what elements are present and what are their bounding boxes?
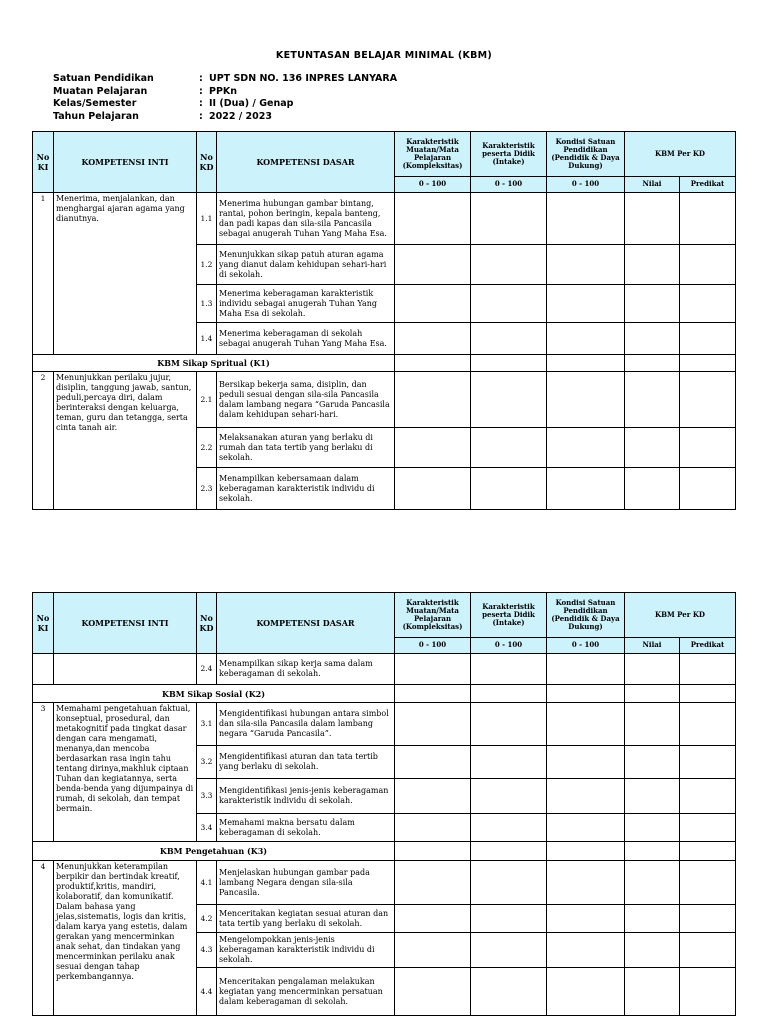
header-intake: Karakteristik peserta Didik (Intake): [471, 132, 547, 177]
meta-label: Muatan Pelajaran: [53, 85, 148, 97]
input-kompleksitas[interactable]: [395, 428, 471, 468]
meta-separator: :: [199, 98, 203, 109]
kd-number: 1.1: [197, 193, 217, 245]
header-predikat: Predikat: [680, 177, 736, 193]
input-daya-dukung[interactable]: [547, 285, 625, 323]
kd-text: Bersikap bekerja sama, disiplin, dan peduli sesuai dengan sila-sila Pancasila dalam lambang negara “Garuda Pancasila dalam kehidupan sehari-hari.: [217, 372, 395, 428]
input-daya-dukung[interactable]: [547, 323, 625, 355]
header-range: 0 - 100: [547, 177, 625, 193]
input-daya-dukung[interactable]: [547, 905, 625, 933]
meta-label: Kelas/Semester: [53, 98, 137, 109]
input-kompleksitas[interactable]: [395, 933, 471, 968]
input-predikat[interactable]: [680, 428, 736, 468]
input-nilai[interactable]: [625, 245, 680, 285]
input-intake[interactable]: [471, 372, 547, 428]
input-daya-dukung[interactable]: [547, 372, 625, 428]
header-range: 0 - 100: [395, 177, 471, 193]
kd-number: 3.2: [197, 746, 217, 779]
input-nilai[interactable]: [625, 654, 680, 685]
ki-number: 1: [33, 193, 54, 355]
kd-text: Menceritakan pengalaman melakukan kegiatan yang mencerminkan persatuan dalam keberagaman di sekolah.: [217, 968, 395, 1016]
kbm-summary-row: [33, 685, 736, 703]
header-nilai: Nilai: [625, 177, 680, 193]
header-range: 0 - 100: [471, 638, 547, 654]
input-daya-dukung[interactable]: [547, 428, 625, 468]
kbm-summary-label: KBM Sikap Spritual (K1): [33, 355, 395, 372]
header-intake: Karakteristik peserta Didik (Intake): [471, 593, 547, 638]
meta-value: 2022 / 2023: [209, 110, 272, 122]
input-predikat[interactable]: [680, 245, 736, 285]
input-predikat[interactable]: [680, 355, 736, 372]
input-intake[interactable]: [471, 905, 547, 933]
meta-label: Satuan Pendidikan: [53, 73, 154, 84]
input-kompleksitas[interactable]: [395, 323, 471, 355]
input-predikat[interactable]: [680, 746, 736, 779]
input-predikat[interactable]: [680, 193, 736, 245]
meta-separator: :: [199, 73, 203, 84]
header-no-kd: No KD: [197, 593, 217, 654]
input-predikat[interactable]: [680, 468, 736, 510]
input-daya-dukung[interactable]: [547, 654, 625, 685]
meta-value: II (Dua) / Genap: [209, 98, 294, 109]
kd-text: Mengidentifikasi jenis-jenis keberagaman karakteristik individu di sekolah.: [217, 779, 395, 814]
input-daya-dukung[interactable]: [547, 861, 625, 905]
header-no-ki: No KI: [33, 132, 54, 193]
meta-row-kelas: [53, 98, 397, 111]
ki-number: 3: [33, 703, 54, 842]
input-predikat[interactable]: [680, 372, 736, 428]
input-intake[interactable]: [471, 468, 547, 510]
input-predikat[interactable]: [680, 285, 736, 323]
input-intake[interactable]: [471, 285, 547, 323]
input-daya-dukung[interactable]: [547, 685, 625, 703]
input-daya-dukung[interactable]: [547, 814, 625, 842]
input-predikat[interactable]: [680, 933, 736, 968]
input-intake[interactable]: [471, 685, 547, 703]
table-header-row: [33, 593, 736, 638]
input-nilai[interactable]: [625, 703, 680, 746]
input-nilai[interactable]: [625, 842, 680, 861]
kd-number: 2.3: [197, 468, 217, 510]
kd-text: Menampilkan sikap kerja sama dalam keberagaman di sekolah.: [217, 654, 395, 685]
table-row: [33, 861, 736, 905]
kd-number: 1.4: [197, 323, 217, 355]
input-intake[interactable]: [471, 703, 547, 746]
ki-number: 4: [33, 861, 54, 1016]
kd-number: 4.1: [197, 861, 217, 905]
kbm-summary-label: KBM Pengetahuan (K3): [33, 842, 395, 861]
kd-text: Menjelaskan hubungan gambar pada lambang Negara dengan sila-sila Pancasila.: [217, 861, 395, 905]
input-intake[interactable]: [471, 323, 547, 355]
input-kompleksitas[interactable]: [395, 285, 471, 323]
input-intake[interactable]: [471, 779, 547, 814]
kd-text: Menceritakan kegiatan sesuai aturan dan tata tertib yang berlaku di sekolah.: [217, 905, 395, 933]
input-nilai[interactable]: [625, 746, 680, 779]
input-kompleksitas[interactable]: [395, 193, 471, 245]
input-nilai[interactable]: [625, 685, 680, 703]
input-nilai[interactable]: [625, 814, 680, 842]
input-predikat[interactable]: [680, 703, 736, 746]
meta-separator: :: [199, 110, 203, 122]
kd-text: Menerima hubungan gambar bintang, rantai, pohon beringin, kepala banteng, dan padi kapas dan sila-sila Pancasila sebagai anugerah Tuhan Yang Maha Esa.: [217, 193, 395, 245]
input-predikat[interactable]: [680, 905, 736, 933]
input-predikat[interactable]: [680, 814, 736, 842]
meta-value: PPKn: [209, 85, 238, 97]
kd-number: 1.2: [197, 245, 217, 285]
kbm-summary-row: [33, 355, 736, 372]
kd-number: 4.2: [197, 905, 217, 933]
input-daya-dukung[interactable]: [547, 355, 625, 372]
input-kompleksitas[interactable]: [395, 746, 471, 779]
kd-text: Mengidentifikasi hubungan antara simbol dan sila-sila Pancasila dalam lambang negara “Garuda Pancasila”.: [217, 703, 395, 746]
input-kompleksitas[interactable]: [395, 842, 471, 861]
input-intake[interactable]: [471, 245, 547, 285]
meta-separator: :: [199, 85, 203, 97]
input-intake[interactable]: [471, 428, 547, 468]
input-intake[interactable]: [471, 193, 547, 245]
input-predikat[interactable]: [680, 861, 736, 905]
kd-text: Menunjukkan sikap patuh aturan agama yang dianut dalam kehidupan sehari-hari di sekolah.: [217, 245, 395, 285]
header-kompetensi-inti: KOMPETENSI INTI: [54, 593, 197, 654]
input-nilai[interactable]: [625, 285, 680, 323]
ki-text: Menunjukkan perilaku jujur, disiplin, tanggung jawab, santun, peduli,percaya diri, dalam berinteraksi dengan keluarga, teman, guru dan tetangga, serta cinta tanah air.: [54, 372, 197, 510]
document-meta: [53, 73, 397, 123]
input-intake[interactable]: [471, 355, 547, 372]
kd-number: 2.1: [197, 372, 217, 428]
input-nilai[interactable]: [625, 861, 680, 905]
table-row: [33, 372, 736, 428]
header-kompleksitas: Karakteristik Muatan/Mata Pelajaran (Kompleksitas): [395, 593, 471, 638]
header-daya-dukung: Kondisi Satuan Pendidikan (Pendidik & Daya Dukung): [547, 593, 625, 638]
input-nilai[interactable]: [625, 933, 680, 968]
input-daya-dukung[interactable]: [547, 968, 625, 1016]
ki-text: Menunjukkan keterampilan berpikir dan bertindak kreatif, produktif,kritis, mandiri, kolaboratif, dan komunikatif. Dalam bahasa yang jelas,sistematis, logis dan kritis, dalam karya yang estetis, dalam gerakan yang mencerminkan anak sehat, dan tindakan yang mencerminkan perilaku anak sesuai dengan tahap perkembangannya.: [54, 861, 197, 1016]
input-kompleksitas[interactable]: [395, 372, 471, 428]
input-daya-dukung[interactable]: [547, 468, 625, 510]
meta-row-tahun: [53, 111, 397, 124]
input-intake[interactable]: [471, 842, 547, 861]
input-nilai[interactable]: [625, 372, 680, 428]
header-kbm-per-kd: KBM Per KD: [625, 132, 736, 177]
kbm-table-page-1: [32, 131, 736, 510]
kd-number: 1.3: [197, 285, 217, 323]
ki-number-empty: [33, 654, 54, 685]
table-header-row: [33, 132, 736, 177]
kd-text: Menerima keberagaman di sekolah sebagai anugerah Tuhan Yang Maha Esa.: [217, 323, 395, 355]
kd-text: Melaksanakan aturan yang berlaku di rumah dan tata tertib yang berlaku di sekolah.: [217, 428, 395, 468]
input-nilai[interactable]: [625, 355, 680, 372]
input-intake[interactable]: [471, 861, 547, 905]
input-kompleksitas[interactable]: [395, 779, 471, 814]
table-row: [33, 654, 736, 685]
kd-text: Menerima keberagaman karakteristik individu sebagai anugerah Tuhan Yang Maha Esa di sekolah.: [217, 285, 395, 323]
header-range: 0 - 100: [471, 177, 547, 193]
input-daya-dukung[interactable]: [547, 779, 625, 814]
meta-value: UPT SDN NO. 136 INPRES LANYARA: [209, 73, 398, 84]
input-kompleksitas[interactable]: [395, 245, 471, 285]
input-daya-dukung[interactable]: [547, 193, 625, 245]
meta-label: Tahun Pelajaran: [53, 110, 139, 122]
input-kompleksitas[interactable]: [395, 685, 471, 703]
input-intake[interactable]: [471, 933, 547, 968]
kd-number: 3.1: [197, 703, 217, 746]
kd-text: Mengelompokkan jenis-jenis keberagaman karakteristik individu di sekolah.: [217, 933, 395, 968]
input-kompleksitas[interactable]: [395, 905, 471, 933]
header-no-ki: No KI: [33, 593, 54, 654]
kbm-table-page-2: [32, 592, 736, 1016]
kd-number: 4.3: [197, 933, 217, 968]
kd-text: Memahami makna bersatu dalam keberagaman di sekolah.: [217, 814, 395, 842]
input-nilai[interactable]: [625, 905, 680, 933]
meta-row-satuan: [53, 73, 397, 86]
header-kompetensi-dasar: KOMPETENSI DASAR: [217, 593, 395, 654]
input-nilai[interactable]: [625, 428, 680, 468]
ki-number: 2: [33, 372, 54, 510]
header-range: 0 - 100: [547, 638, 625, 654]
header-range: 0 - 100: [395, 638, 471, 654]
input-predikat[interactable]: [680, 968, 736, 1016]
meta-row-muatan: [53, 86, 397, 99]
header-predikat: Predikat: [680, 638, 736, 654]
header-no-kd: No KD: [197, 132, 217, 193]
ki-text-empty: [54, 654, 197, 685]
input-daya-dukung[interactable]: [547, 842, 625, 861]
table-row: [33, 703, 736, 746]
input-kompleksitas[interactable]: [395, 861, 471, 905]
input-intake[interactable]: [471, 746, 547, 779]
header-kompetensi-dasar: KOMPETENSI DASAR: [217, 132, 395, 193]
header-kompetensi-inti: KOMPETENSI INTI: [54, 132, 197, 193]
header-nilai: Nilai: [625, 638, 680, 654]
input-predikat[interactable]: [680, 685, 736, 703]
header-kompleksitas: Karakteristik Muatan/Mata Pelajaran (Kompleksitas): [395, 132, 471, 177]
input-daya-dukung[interactable]: [547, 746, 625, 779]
input-intake[interactable]: [471, 968, 547, 1016]
input-kompleksitas[interactable]: [395, 703, 471, 746]
input-intake[interactable]: [471, 654, 547, 685]
input-kompleksitas[interactable]: [395, 968, 471, 1016]
document-title: KETUNTASAN BELAJAR MINIMAL (KBM): [275, 50, 493, 61]
kd-number: 3.4: [197, 814, 217, 842]
input-nilai[interactable]: [625, 323, 680, 355]
input-predikat[interactable]: [680, 654, 736, 685]
input-nilai[interactable]: [625, 468, 680, 510]
kd-number: 2.4: [197, 654, 217, 685]
input-kompleksitas[interactable]: [395, 814, 471, 842]
input-predikat[interactable]: [680, 323, 736, 355]
input-nilai[interactable]: [625, 779, 680, 814]
table-row: [33, 193, 736, 245]
input-predikat[interactable]: [680, 842, 736, 861]
kd-number: 4.4: [197, 968, 217, 1016]
kd-text: Menampilkan kebersamaan dalam keberagaman karakteristik individu di sekolah.: [217, 468, 395, 510]
header-kbm-per-kd: KBM Per KD: [625, 593, 736, 638]
header-daya-dukung: Kondisi Satuan Pendidikan (Pendidik & Daya Dukung): [547, 132, 625, 177]
input-predikat[interactable]: [680, 779, 736, 814]
ki-text: Menerima, menjalankan, dan menghargai ajaran agama yang dianutnya.: [54, 193, 197, 355]
input-kompleksitas[interactable]: [395, 468, 471, 510]
kbm-summary-row: [33, 842, 736, 861]
input-daya-dukung[interactable]: [547, 933, 625, 968]
input-daya-dukung[interactable]: [547, 703, 625, 746]
input-kompleksitas[interactable]: [395, 355, 471, 372]
input-intake[interactable]: [471, 814, 547, 842]
kd-number: 3.3: [197, 779, 217, 814]
ki-text: Memahami pengetahuan faktual, konseptual, prosedural, dan metakognitif pada tingkat dasar dengan cara mengamati, menanya,dan mencoba berdasarkan rasa ingin tahu tentang dirinya,makhluk ciptaan Tuhan dan kegiatannya, serta benda-benda yang dijumpainya di rumah, di sekolah, dan tempat bermain.: [54, 703, 197, 842]
input-kompleksitas[interactable]: [395, 654, 471, 685]
kd-text: Mengidentifikasi aturan dan tata tertib yang berlaku di sekolah.: [217, 746, 395, 779]
kbm-summary-label: KBM Sikap Sosial (K2): [33, 685, 395, 703]
input-nilai[interactable]: [625, 968, 680, 1016]
input-daya-dukung[interactable]: [547, 245, 625, 285]
input-nilai[interactable]: [625, 193, 680, 245]
kd-number: 2.2: [197, 428, 217, 468]
